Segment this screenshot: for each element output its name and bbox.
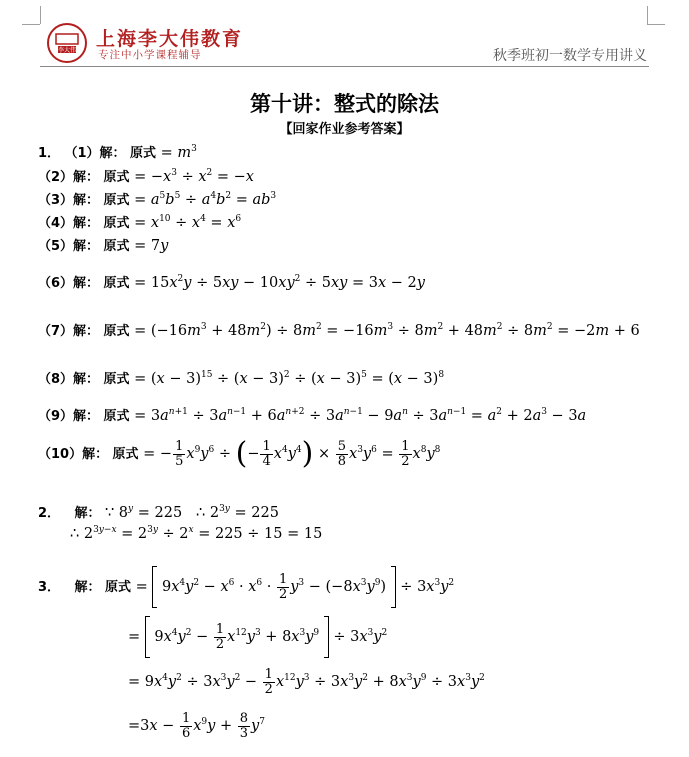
- answer-q3-line4: =3x − $\frac{1}{6}$ $x^9y$ + $\frac{8}{3}$ $y^7$: [128, 711, 265, 741]
- part-label: （2）解：: [38, 170, 100, 185]
- brand-name: 上海李大伟教育: [96, 28, 244, 50]
- part-label: （8）解：: [38, 372, 100, 387]
- q2-line1: [38, 502, 279, 521]
- part-label: （6）解：: [38, 276, 100, 291]
- brand-logo: [46, 22, 88, 64]
- page-title: 第十讲：整式的除法: [250, 92, 439, 116]
- question-number: 3．: [38, 580, 61, 595]
- answer-q1-8: 原式 = $(x - 3)^{15} \div (x - 3)^2 \div (x - 3)^5 = (x - 3)^8$: [103, 370, 445, 387]
- q3-line1: [38, 566, 454, 608]
- course-title: 秋季班初一数学专用讲义: [493, 48, 647, 64]
- crop-mark: [40, 6, 41, 24]
- answer-q3-line2: = $9x^4y^2$ − $\frac{1}{2}$ $x^{12}y^3 + 8x^3y^9 \div 3x^3y^2$: [128, 629, 387, 645]
- svg-text:李大伟: 李大伟: [57, 47, 77, 54]
- q2-line2: [70, 526, 322, 542]
- header-divider: [40, 66, 649, 67]
- q1-part7: [38, 320, 640, 339]
- q1-part3: [38, 189, 276, 208]
- part-label: （7）解：: [38, 324, 100, 339]
- part-label: （10）解：: [38, 447, 109, 463]
- answer-q1-10: 原式 = − $\frac{1}{5}$ $x^9y^6$ ÷ (− $\frac{1}{4}$ $x^4y^4$) × $\frac{5}{8}$ $x^3y^6$ = $\frac{1}{2}$ $x^8y^8$: [112, 436, 441, 472]
- answer-q3-line1: 原式 = $9x^4y^2 - x^6 \cdot x^6$ · $\frac{1}{2}$ $y^3 - (-8x^3y^9) \div 3x^3y^2$: [105, 579, 454, 595]
- answer-q2-line1: ∵ $8^y = 225$ ∴ $2^{3y} = 225$: [104, 504, 279, 521]
- answer-q1-1: 原式 = $m^3$: [130, 144, 197, 161]
- question-number: 2．: [38, 506, 61, 521]
- answer-q1-3: 原式 = $a^5b^5 \div a^4b^2 = ab^3$: [103, 191, 277, 208]
- q1-part4: [38, 212, 241, 231]
- q1-part1: [38, 142, 197, 161]
- answer-q1-9: 原式 = $3a^{n+1} \div 3a^{n-1} + 6a^{n+2} \div 3a^{n-1} - 9a^n \div 3a^{n-1} = a^2 + 2a^3 - 3a$: [103, 407, 587, 424]
- solution-label: 解：: [74, 506, 101, 521]
- brand-tagline: 专注中小学课程辅导: [98, 49, 202, 61]
- q1-part9: [38, 405, 586, 424]
- q1-part5: [38, 235, 168, 254]
- crop-mark: [647, 6, 648, 24]
- answer-q1-6: 原式 = $15x^2y \div 5xy - 10xy^2 \div 5xy = 3x - 2y$: [103, 274, 425, 291]
- q1-part2: [38, 166, 254, 185]
- q1-part6: [38, 272, 425, 291]
- answer-q3-line3: = $9x^4y^2 \div 3x^3y^2$ − $\frac{1}{2}$ $x^{12}y^3 \div 3x^3y^2 + 8x^3y^9 \div 3x^3y^2$: [128, 667, 485, 697]
- q1-part10: [38, 436, 441, 472]
- part-label: （5）解：: [38, 239, 100, 254]
- answer-q1-7: 原式 = $(-16m^3 + 48m^2) \div 8m^2 = -16m^3 \div 8m^2 + 48m^2 \div 8m^2 = -2m + 6$: [103, 322, 640, 339]
- answer-q1-2: 原式 = $-x^3 \div x^2 = -x$: [103, 168, 254, 185]
- q1-part8: [38, 368, 444, 387]
- part-label: （3）解：: [38, 193, 100, 208]
- part-label: （4）解：: [38, 216, 100, 231]
- q3-line4: [128, 712, 265, 740]
- q3-line3: [128, 668, 485, 696]
- answer-q1-4: 原式 = $x^{10} \div x^4 = x^6$: [103, 214, 242, 231]
- crop-mark: [647, 24, 665, 25]
- page-subtitle: 【回家作业参考答案】: [279, 122, 410, 137]
- question-number: 1．: [38, 146, 61, 161]
- answer-q1-5: 原式 = 7y: [103, 238, 169, 254]
- part-label: （1）解：: [64, 146, 126, 161]
- answer-q2-line2: ∴ $2^{3y-x} = 2^{3y} \div 2^x = 225 \div 15 = 15$: [70, 525, 323, 542]
- q3-line2: [128, 616, 387, 658]
- part-label: （9）解：: [38, 409, 100, 424]
- solution-label: 解：: [74, 580, 101, 595]
- crop-mark: [22, 24, 40, 25]
